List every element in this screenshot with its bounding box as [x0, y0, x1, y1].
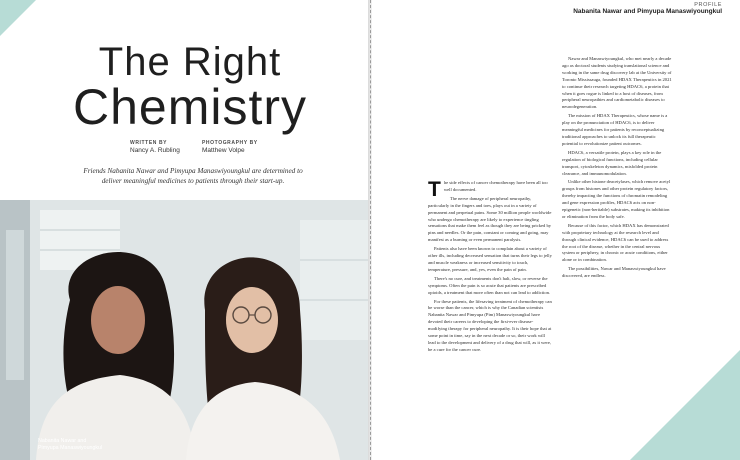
paragraph	[428, 178, 552, 201]
paragraph: The possibilities, Nawar and Manaswiyoungkul have discovered, are endless.	[562, 266, 666, 279]
page-divider	[370, 0, 371, 460]
paragraph: For these patients, the lifesaving treatment of chemotherapy can be worse than the cancer, which is why the Canadian scientists Nabanita Nawar and Pimyupa (Pim) Manaswiyoungkul have devoted their careers to developing the first-ever disease-modifying therapy for peripheral neuropathy. It is their hope that at some point in time, say in the next decade or so, their work will lead to the development and delivery of a drug that will, as it were, be a cure for the cancer cure.	[428, 298, 552, 352]
teal-corner-accent	[0, 0, 36, 36]
paragraph: The mission of HDAX Therapeutics, whose name is a play on the pronunciation of HDAC6, is to deliver meaningful medicines for patients by reconceptualizing traditional approaches to unlock its full therapeutic potential to revolutionize patient outcomes.	[562, 113, 668, 146]
paragraph: Because of this factor, which HDAX has demonstrated with proprietary technology at the research level and through clinical evidence, HDAC6 can be used to address the root of the disease, whether in the central nervous system or periphery, in chronic or acute conditions, either alone or in combination.	[562, 222, 669, 263]
drop-cap: T	[428, 178, 441, 201]
section-label: PROFILE	[694, 2, 722, 8]
headline-line-2: Chemistry	[72, 79, 308, 135]
paragraph: The nerve damage of peripheral neuropathy, particularly in the fingers and toes, plays out in a variety of permanent and perpetual pains. Some 30 million people worldwide who undergo chemotherapy are likely to experience tingling sensations that make them feel as though they are being pricked by pins and needles. Or the pain, constant or coming and going, may manifest as a burning or even permanent paralysis.	[428, 195, 552, 243]
portrait-photo	[0, 200, 368, 460]
right-page	[372, 0, 740, 460]
teal-corner-accent-bottom	[630, 350, 740, 460]
written-by-label: WRITTEN BY	[130, 140, 168, 146]
photographer-name: Matthew Volpe	[202, 147, 245, 154]
article-column-2	[562, 56, 672, 282]
left-page	[0, 0, 368, 460]
paragraph-text: he side effects of cancer chemotherapy have been all too well documented.	[443, 180, 548, 192]
caption-line-2: Pimyupa Manaswiyoungkul	[38, 445, 103, 451]
article-column-1	[428, 180, 552, 356]
paragraph: Unlike other histone deacetylases, which remove acetyl groups from histones and other protein regulatory factors, thereby impacting the functions of chromatin remodeling and gene expression profiles, HDAC6 acts on non-epigenetic (non-heritable) substrates, making its inhibition or elimination from the body safe.	[562, 179, 671, 219]
writer-name: Nancy A. Rubling	[130, 147, 180, 154]
photo-caption	[38, 438, 102, 452]
lede-text: Friends Nabanita Nawar and Pimyupa Manaswiyoungkul are determined to deliver meaningful medicines to patients through their start-up.	[83, 167, 303, 185]
paragraph: There's no cure, and treatments don't halt, slow, or reverse the symptoms. Often the pain is so acute that patients are prescribed opioids, a treatment that more often than not can lead to addiction.	[428, 275, 551, 295]
header-names: Nabanita Nawar and Pimyupa Manaswiyoungkul	[573, 8, 722, 15]
running-header	[573, 2, 722, 15]
paragraph: HDAC6, a versatile protein, plays a key role in the regulation of biological functions, including cellular transport, cytoskeleton dynamics, misfolded protein clearance, and immunomodulation.	[562, 149, 662, 176]
writer-credit	[130, 140, 180, 154]
paragraph: Nawar and Manaswiyoungkul, who met nearly a decade ago as doctoral students studying translational science and working in the same drug discovery lab at the University of Toronto Mississauga, founded HDAX Therapeutics in 2021 to continue their research targeting HDAC6, a protein that when it goes rogue is linked to a host of diseases, from peripheral neuropathies and cardiometabolic diseases to neurodegeneration.	[562, 56, 672, 110]
caption-line-1: Nabanita Nawar and	[38, 438, 87, 444]
photography-by-label: PHOTOGRAPHY BY	[202, 140, 258, 146]
photographer-credit	[202, 140, 258, 154]
headline-line-1: The Right	[98, 40, 282, 84]
paragraph: Patients also have been known to complain about a variety of other ills, including decreased sensation that turns their legs to jelly and muscle weakness or increased sensitivity to touch, temperature, pressure, and, yes, even the pain of pain.	[428, 246, 552, 272]
portrait-illustration	[0, 200, 368, 460]
